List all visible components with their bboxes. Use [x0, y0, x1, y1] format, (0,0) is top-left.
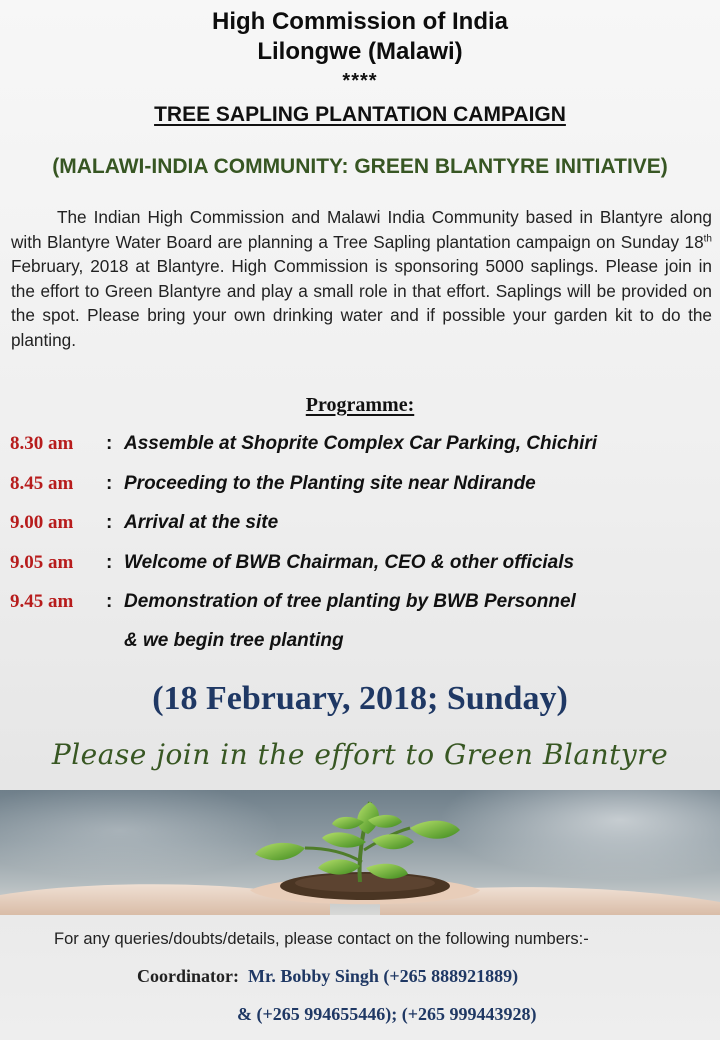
intro-paragraph — [11, 205, 712, 353]
header-location: Lilongwe (Malawi) — [257, 38, 463, 65]
programme-time: 8.30 am — [10, 433, 74, 454]
initiative-subtitle: (MALAWI-INDIA COMMUNITY: GREEN BLANTYRE INITIATIVE) — [52, 155, 668, 178]
programme-title: Programme: — [305, 394, 415, 416]
programme-colon: : — [106, 512, 113, 533]
slogan: Please join in the effort to Green Blantyre — [51, 738, 669, 771]
intro-text-part2: February, 2018 at Blantyre. High Commission is sponsoring 5000 saplings. Please join in the effort to Green Blantyre and play a small role in that effort. Saplings will be provided on the spot. Please bring your own drinking water and if possible your garden kit to do the planting. — [11, 256, 712, 350]
header-title: High Commission of India — [211, 8, 508, 35]
contact-intro: For any queries/doubts/details, please contact on the following numbers:- — [54, 930, 589, 948]
campaign-title: TREE SAPLING PLANTATION CAMPAIGN — [154, 103, 566, 126]
programme-activity: Assemble at Shoprite Complex Car Parking, Chichiri — [124, 433, 598, 454]
programme-colon: : — [106, 591, 113, 612]
programme-item — [10, 550, 710, 580]
programme-time: 8.45 am — [10, 473, 74, 494]
sapling-in-hands-photo — [0, 790, 720, 915]
programme-colon: : — [106, 433, 113, 454]
programme-time: 9.00 am — [10, 512, 74, 533]
programme-activity: Proceeding to the Planting site near Ndirande — [124, 473, 536, 494]
programme-time: 9.45 am — [10, 591, 74, 612]
programme-colon: : — [106, 473, 113, 494]
programme-time: 9.05 am — [10, 552, 74, 573]
programme-activity: Demonstration of tree planting by BWB Personnel — [124, 591, 576, 612]
programme-item — [10, 589, 710, 619]
additional-phone-numbers: & (+265 994655446); (+265 999443928) — [237, 1004, 537, 1024]
programme-activity: Arrival at the site — [124, 512, 279, 533]
coordinator-label: Coordinator: — [137, 966, 239, 986]
programme-item — [10, 431, 710, 461]
programme-continuation — [10, 628, 710, 658]
intro-superscript: th — [703, 232, 712, 244]
programme-activity: Welcome of BWB Chairman, CEO & other officials — [124, 552, 575, 573]
coordinator-value: Mr. Bobby Singh (+265 888921889) — [248, 966, 519, 986]
programme-item — [10, 471, 710, 501]
programme-continuation-text: & we begin tree planting — [124, 630, 344, 651]
header-separator: **** — [342, 70, 378, 92]
event-date: (18 February, 2018; Sunday) — [152, 680, 568, 717]
programme-colon: : — [106, 552, 113, 573]
intro-text-part1: The Indian High Commission and Malawi India Community based in Blantyre along with Blantyre Water Board are planning a Tree Sapling plantation campaign on Sunday 18 — [11, 207, 712, 252]
programme-item — [10, 510, 710, 540]
coordinator-line — [137, 964, 518, 988]
sapling-illustration — [0, 790, 720, 915]
